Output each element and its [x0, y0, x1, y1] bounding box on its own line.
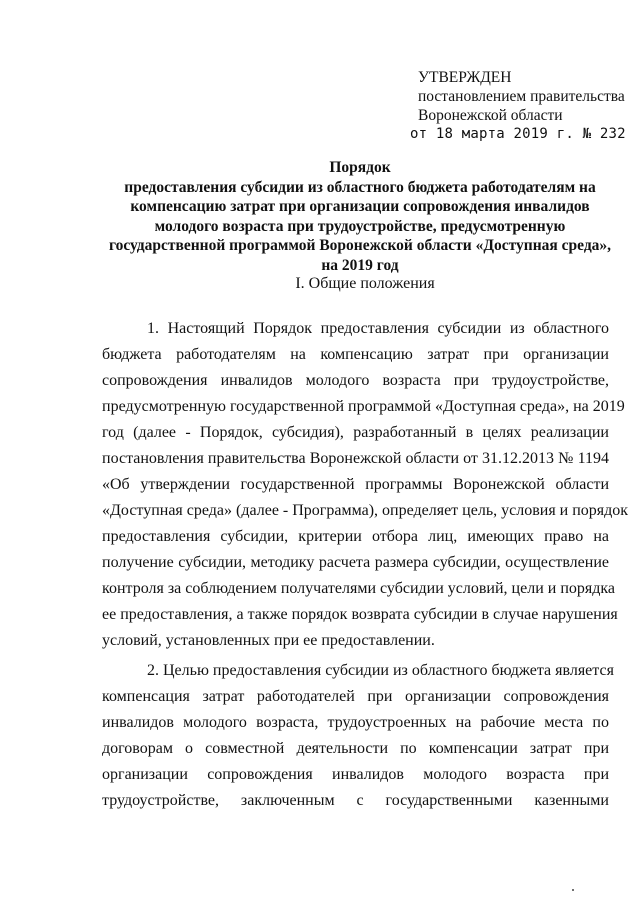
paragraph-1-line: год (далее - Порядок, субсидия), разработанный в целях реализации [102, 424, 609, 441]
approval-authority: постановлением правительства [418, 88, 625, 105]
title-line: государственной программой Воронежской области «Доступная среда», [108, 237, 612, 254]
title-line: компенсацию затрат при организации сопровождения инвалидов [130, 198, 590, 215]
paragraph-1-line: контроля за соблюдением получателями субсидии условий, цели и порядка [102, 580, 616, 597]
title-line: молодого возраста при трудоустройстве, предусмотренную [154, 217, 566, 235]
section-heading: I. Общие положения [295, 275, 435, 292]
approval-order-date: от 18 марта 2019 г. № 232 [410, 126, 626, 142]
paragraph-2-line: компенсация затрат работодателей при организации сопровождения [102, 688, 609, 705]
paragraph-1-line: предоставления субсидии, критерии отбора лиц, имеющих право на [102, 528, 609, 545]
title-line: на 2019 год [321, 256, 399, 274]
paragraph-2-line: организации сопровождения инвалидов молодого возраста при [102, 766, 609, 783]
paragraph-2-line: 2. Целью предоставления субсидии из областного бюджета является [147, 662, 614, 679]
paragraph-2-line: договорам о совместной деятельности по компенсации затрат при [102, 740, 609, 757]
paragraph-1-line: предусмотренную государственной программой «Доступная среда», на 2019 [102, 398, 625, 415]
document-title [100, 158, 620, 275]
paragraph-1-line: ее предоставления, а также порядок возврата субсидии в случае нарушения [102, 606, 618, 623]
paragraph-1-line: условий, установленных при ее предоставлении. [102, 632, 435, 649]
paragraph-1-line: «Об утверждении государственной программы Воронежской области [102, 476, 609, 493]
paragraph-1-line: 1. Настоящий Порядок предоставления субсидии из областного [147, 320, 609, 337]
paragraph-1-line: постановления правительства Воронежской области от 31.12.2013 № 1194 [102, 450, 609, 467]
paragraph-1-line: «Доступная среда» (далее - Программа), определяет цель, условия и порядок [102, 502, 629, 519]
paragraph-1-line: получение субсидии, методику расчета размера субсидии, осуществление [102, 554, 609, 571]
document-body [102, 316, 629, 814]
paragraph-1-line: сопровождения инвалидов молодого возраста при трудоустройстве, [102, 372, 609, 389]
scan-speck [572, 889, 574, 891]
paragraph-2-line: трудоустройстве, заключенным с государственными казенными [102, 792, 609, 809]
title-line: предоставления субсидии из областного бюджета работодателям на [124, 178, 596, 196]
approval-region: Воронежской области [418, 107, 563, 124]
title-line: Порядок [329, 159, 391, 176]
paragraph-2-line: инвалидов молодого возраста, трудоустроенных на рабочие места по [102, 714, 609, 731]
paragraph-1-line: бюджета работодателям на компенсацию затрат при организации [102, 346, 609, 363]
approval-stamp [410, 68, 628, 144]
approval-heading: УТВЕРЖДЕН [418, 69, 512, 86]
